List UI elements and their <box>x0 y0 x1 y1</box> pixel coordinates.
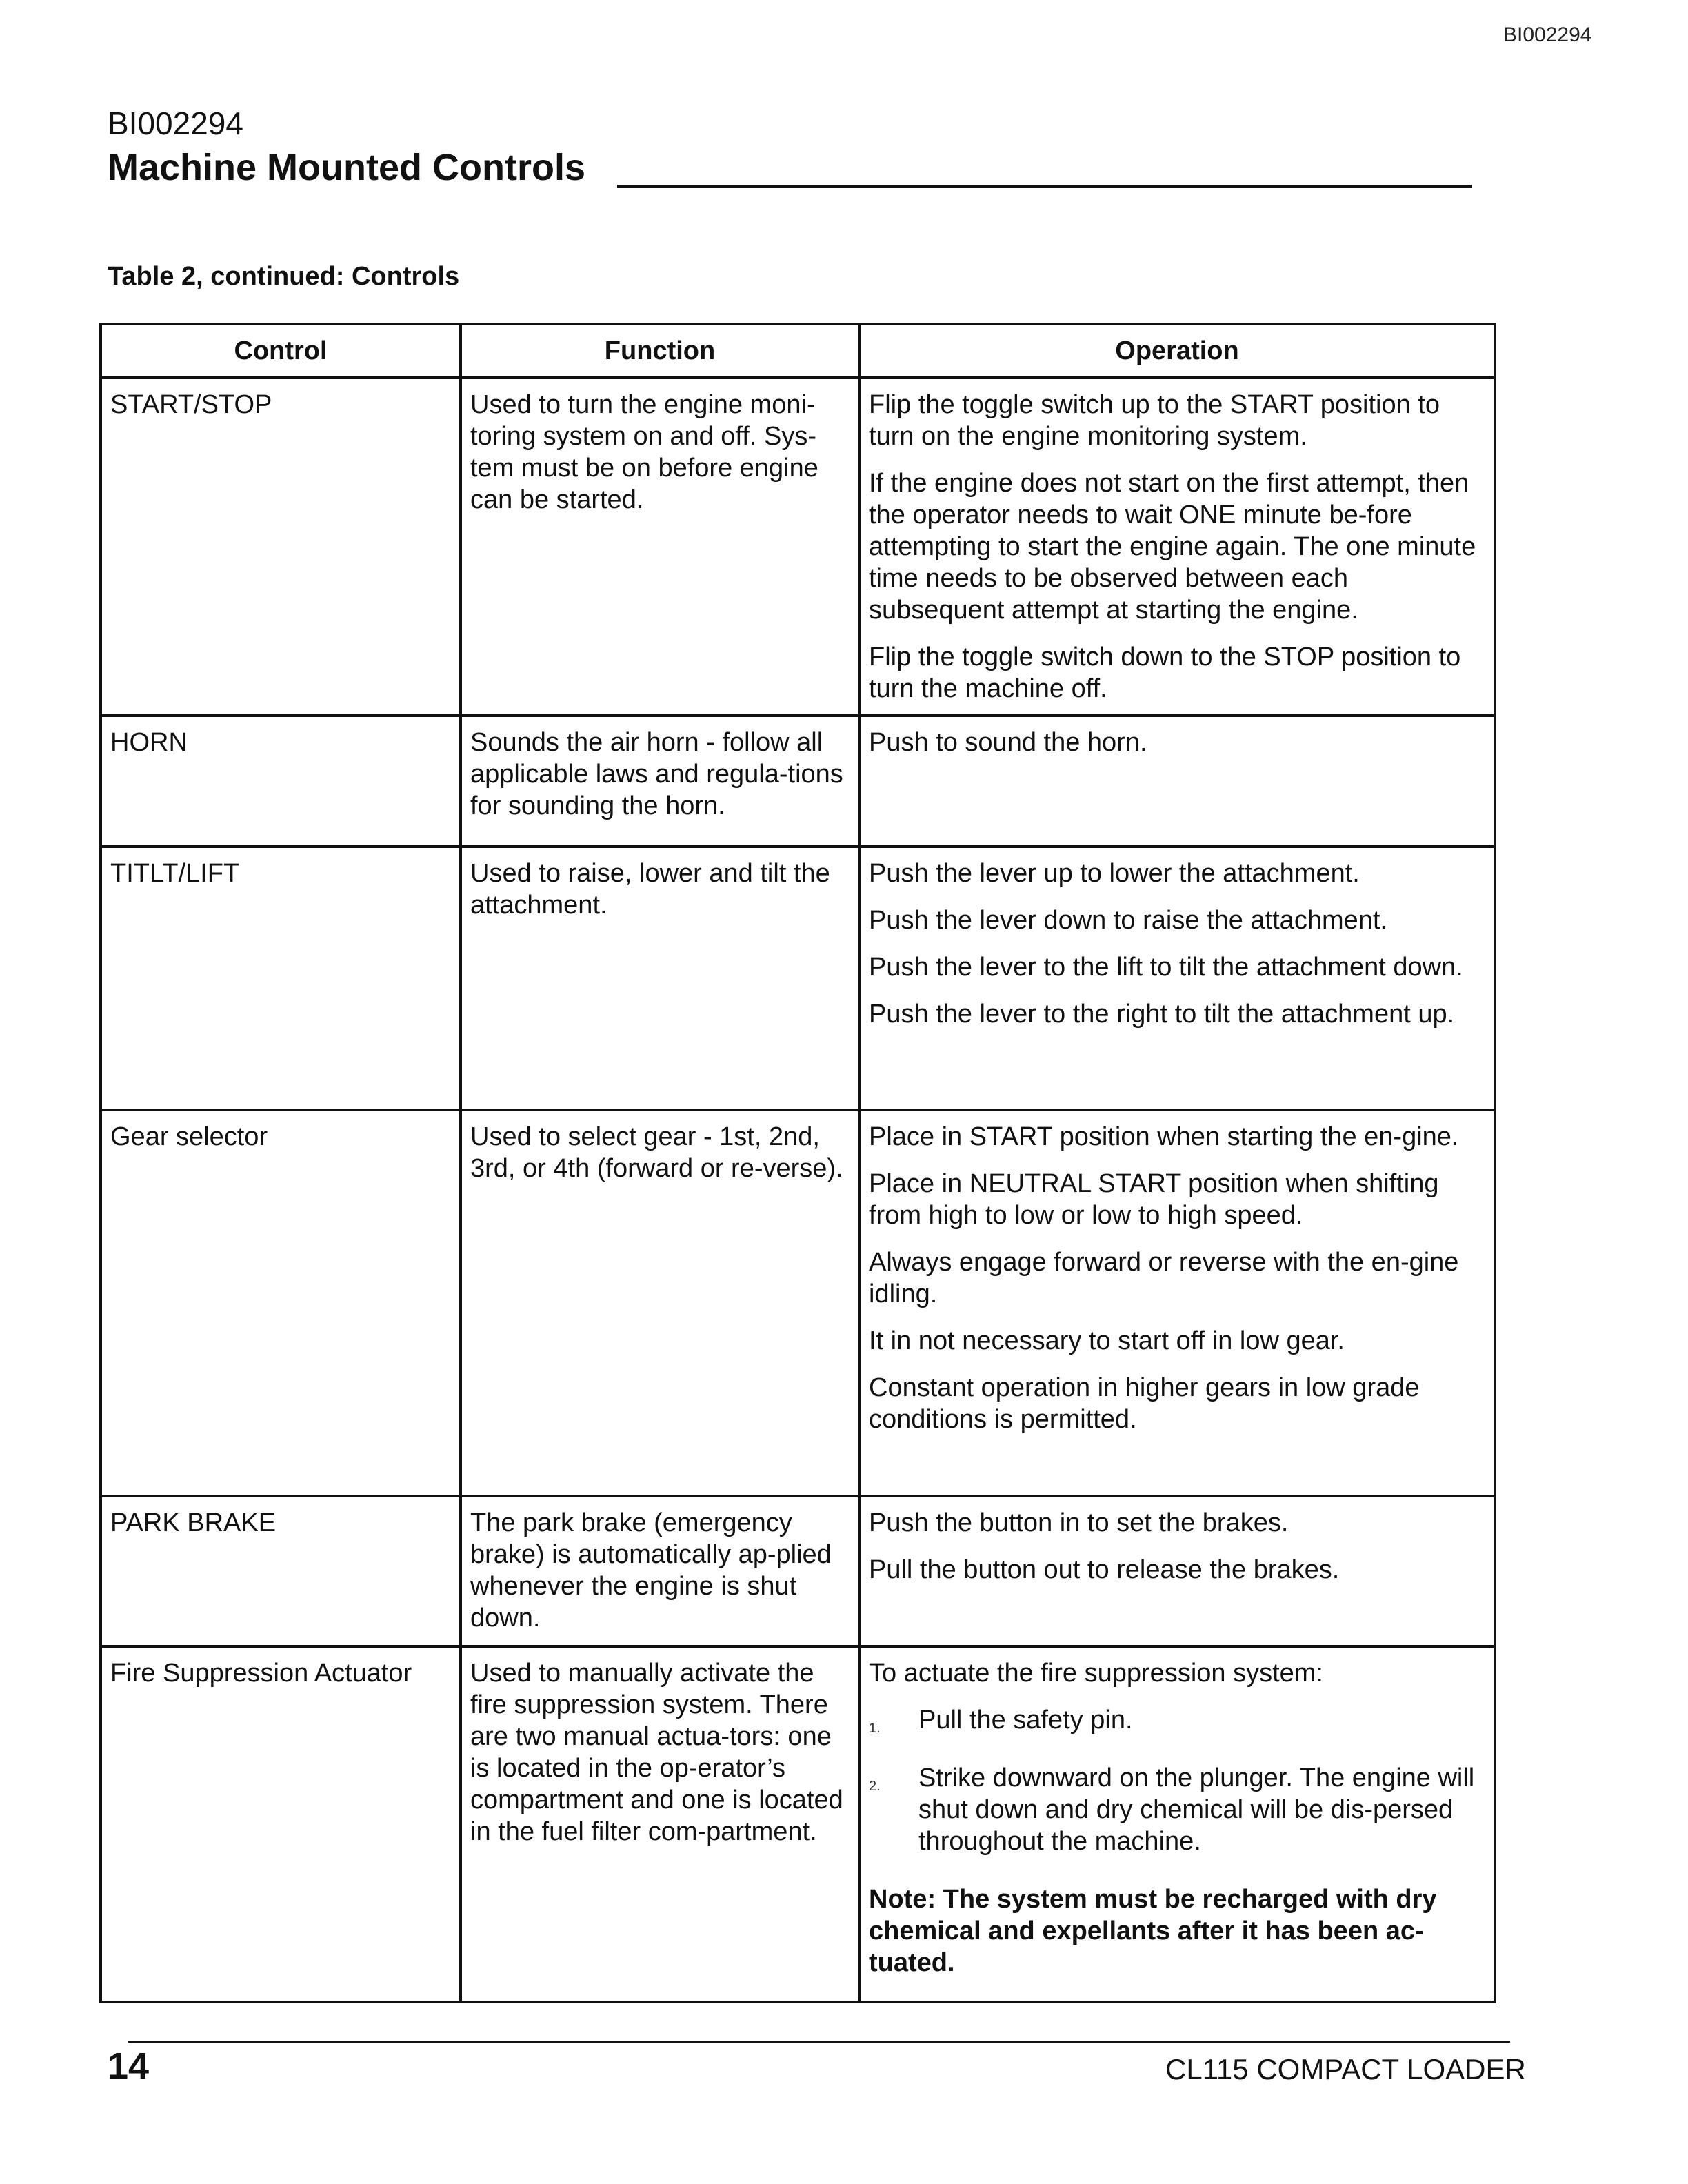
operation-paragraph: It in not necessary to start off in low gear. <box>869 1326 1345 1355</box>
operation-paragraph: Flip the toggle switch up to the START position to turn on the engine monitoring system. <box>869 390 1440 451</box>
note-text: Note: The system must be recharged with dry chemical and expellants after it has been ac-tuated. <box>869 1885 1437 1977</box>
operation-paragraph: If the engine does not start on the first attempt, then the operator needs to wait ONE minute be-fore attempting to start the engine again. The one minute time needs to be observed between each subsequent attempt at starting the engine. <box>869 469 1476 625</box>
control-cell: TITLT/LIFT <box>101 847 461 1110</box>
steps-list <box>869 1704 1485 1857</box>
table-header-row <box>101 324 1495 378</box>
document-code-top: BI002294 <box>1503 23 1592 46</box>
step-text: Strike downward on the plunger. The engine will shut down and dry chemical will be dis-persed throughout the machine. <box>918 1763 1475 1856</box>
footer-title: CL115 COMPACT LOADER <box>1165 2053 1526 2085</box>
document-code: BI002294 <box>108 105 243 141</box>
table-row <box>101 1496 1495 1646</box>
column-header-control: Control <box>101 324 461 378</box>
operation-cell <box>859 847 1495 1110</box>
control-cell: Gear selector <box>101 1110 461 1496</box>
function-cell: Used to select gear - 1st, 2nd, 3rd, or 4th (forward or re-verse). <box>461 1110 859 1496</box>
operation-paragraph: Push the button in to set the brakes. <box>869 1508 1289 1537</box>
table-row <box>101 716 1495 847</box>
page-title: Machine Mounted Controls <box>108 147 585 188</box>
table-row <box>101 1646 1495 2002</box>
control-cell: START/STOP <box>101 378 461 716</box>
column-header-operation: Operation <box>859 324 1495 378</box>
step-text: Pull the safety pin. <box>918 1706 1133 1735</box>
operation-paragraph: Flip the toggle switch down to the STOP position to turn the machine off. <box>869 643 1461 703</box>
function-cell: Used to manually activate the fire suppression system. There are two manual actua-tors: one is located in the op-erator’s compartment and one is located in the fuel filter com-partment. <box>461 1646 859 2002</box>
function-cell: Used to raise, lower and tilt the attachment. <box>461 847 859 1110</box>
operation-paragraph: Place in NEUTRAL START position when shifting from high to low or low to high speed. <box>869 1169 1439 1230</box>
step-number: 1. <box>869 1721 881 1736</box>
operation-paragraph: Push the lever to the right to tilt the attachment up. <box>869 1000 1455 1029</box>
control-cell: HORN <box>101 716 461 847</box>
step-item <box>869 1704 1485 1736</box>
operation-paragraph: Push the lever up to lower the attachment. <box>869 859 1360 888</box>
controls-table <box>99 323 1496 2003</box>
operation-paragraph: Place in START position when starting the en-gine. <box>869 1122 1459 1151</box>
step-item <box>869 1762 1485 1857</box>
table-caption: Table 2, continued: Controls <box>108 262 460 291</box>
operation-paragraph: Push the lever to the lift to tilt the attachment down. <box>869 953 1463 982</box>
operation-cell <box>859 1496 1495 1646</box>
operation-paragraph: Push the lever down to raise the attachment. <box>869 906 1387 935</box>
operation-paragraph: Push to sound the horn. <box>869 728 1147 757</box>
table-row <box>101 378 1495 716</box>
footer-rule <box>128 2041 1510 2043</box>
operation-intro: To actuate the fire suppression system: <box>869 1659 1323 1688</box>
control-cell: PARK BRAKE <box>101 1496 461 1646</box>
control-cell: Fire Suppression Actuator <box>101 1646 461 2002</box>
heading-rule <box>617 185 1472 188</box>
step-number: 2. <box>869 1779 881 1794</box>
operation-cell <box>859 1110 1495 1496</box>
column-header-function: Function <box>461 324 859 378</box>
operation-cell <box>859 716 1495 847</box>
table-row <box>101 1110 1495 1496</box>
function-cell: Sounds the air horn - follow all applicable laws and regula-tions for sounding the horn. <box>461 716 859 847</box>
operation-paragraph: Pull the button out to release the brakes. <box>869 1555 1340 1584</box>
operation-cell <box>859 378 1495 716</box>
table-row <box>101 847 1495 1110</box>
operation-paragraph: Constant operation in higher gears in low grade conditions is permitted. <box>869 1373 1420 1434</box>
function-cell: Used to turn the engine moni-toring system on and off. Sys-tem must be on before engine can be started. <box>461 378 859 716</box>
operation-cell <box>859 1646 1495 2002</box>
page-number: 14 <box>108 2045 150 2087</box>
function-cell: The park brake (emergency brake) is automatically ap-plied whenever the engine is shut down. <box>461 1496 859 1646</box>
operation-paragraph: Always engage forward or reverse with the en-gine idling. <box>869 1248 1459 1308</box>
